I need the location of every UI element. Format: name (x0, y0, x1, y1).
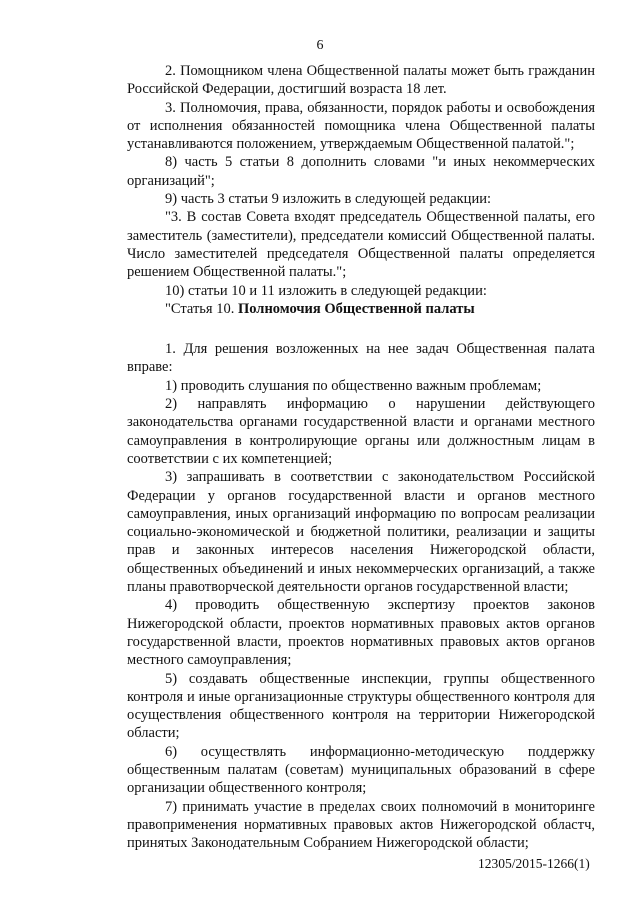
paragraph: 2. Помощником члена Общественной палаты может быть гражданин Российской Федерации, достигший возраста 18 лет. (127, 63, 595, 98)
list-item: 1. Для решения возложенных на нее задач Общественная палата вправе: (127, 341, 595, 376)
list-item: 2) направлять информацию о нарушении действующего законодательства органами государственной власти и органами местного самоуправления в контролирующие органы или должностным лицам в соответствии с их компетенцией; (127, 396, 595, 467)
article-prefix: "Статья 10. (165, 300, 238, 317)
list-item: 6) осуществлять информационно-методическую поддержку общественным палатам (советам) муниципальных образований в сфере организации общественного контроля; (127, 743, 595, 797)
paragraph: "3. В состав Совета входят председатель Общественной палаты, его заместитель (заместители), председатели комиссий Общественной палаты. Число заместителей председателя Общественной палаты определяется решением Общественной палаты."; (127, 209, 595, 281)
list-item: 5) создавать общественные инспекции, группы общественного контроля и иные организационные структуры общественного контроля для осуществления общественного контроля на территории Нижегородской области; (127, 670, 595, 742)
paragraph: 8) часть 5 статьи 8 дополнить словами "и иных некоммерческих организаций"; (127, 154, 595, 189)
list-item: 7) принимать участие в пределах своих полномочий в мониторинге правоприменения нормативных правовых актов Нижегородской областч, принятых Законодательным Собранием Нижегородской области; (127, 798, 595, 852)
article-heading (127, 300, 595, 318)
list-item: 1) проводить слушания по общественно важным проблемам; (165, 377, 542, 394)
article-title: Полномочия Общественной палаты (237, 300, 475, 317)
list-item: 3) запрашивать в соответствии с законодательством Российской Федерации у органов государственной власти и органов местного самоуправления, иных организаций информацию по вопросам реализации социально-экономической и бюджетной политики, реализации и защиты прав и законных интересов населения Нижегородской области, общественных объединений и иных некоммерческих организаций, а также планы правотворческой деятельности органов государственной власти; (127, 469, 595, 596)
paragraph: 9) часть 3 статьи 9 изложить в следующей редакции: (165, 191, 491, 208)
paragraph: 3. Полномочия, права, обязанности, порядок работы и освобождения от исполнения обязанностей помощника члена Общественной палаты устанавливаются положением, утверждаемым Общественной палатой."; (127, 99, 595, 153)
list-item: 4) проводить общественную экспертизу проектов законов Нижегородской области, проектов нормативных правовых актов органов государственной власти, проектов нормативных правовых актов органов местного самоуправления; (127, 597, 595, 669)
paragraph: 10) статьи 10 и 11 изложить в следующей редакции: (165, 282, 487, 299)
document-body (127, 62, 595, 852)
document-id: 12305/2015-1266(1) (478, 856, 590, 871)
page-number: 6 (316, 38, 324, 53)
